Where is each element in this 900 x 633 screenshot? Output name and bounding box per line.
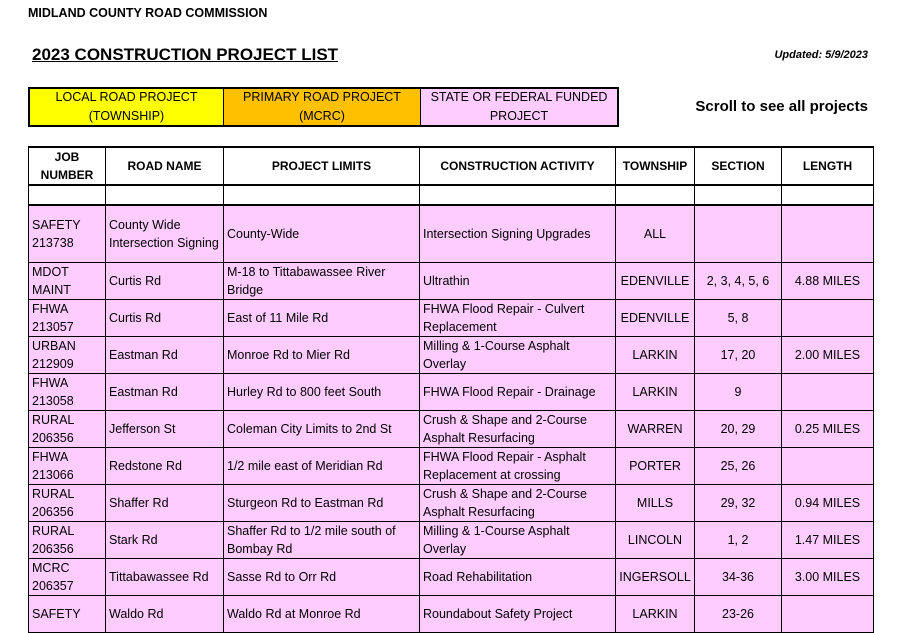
cell-township bbox=[616, 485, 695, 522]
cell-project-limits-line1: Hurley Rd to 800 feet South bbox=[227, 385, 382, 399]
cell-job-number-line1: FHWA bbox=[32, 302, 69, 316]
cell-construction-activity bbox=[420, 559, 616, 596]
color-legend bbox=[28, 87, 619, 127]
cell-township-line1: LARKIN bbox=[632, 385, 678, 399]
cell-township bbox=[616, 448, 695, 485]
cell-project-limits-line1: Waldo Rd at Monroe Rd bbox=[227, 607, 361, 621]
col-job-line2: NUMBER bbox=[40, 168, 94, 182]
cell-project-limits-line1: East of 11 Mile Rd bbox=[227, 311, 329, 325]
cell-job-number bbox=[29, 596, 106, 633]
cell-length-line1: 4.88 MILES bbox=[794, 274, 861, 288]
project-table bbox=[28, 146, 874, 633]
cell-section-line1: 20, 29 bbox=[720, 422, 756, 436]
cell-job-number-line1: FHWA bbox=[32, 376, 69, 390]
cell-road-name-line1: County Wide bbox=[109, 218, 181, 232]
cell-job-number-line1: FHWA bbox=[32, 450, 69, 464]
cell-road-name-line2: Intersection Signing bbox=[109, 236, 219, 250]
cell-length-line1: 0.25 MILES bbox=[794, 422, 861, 436]
cell-township-line1: LARKIN bbox=[632, 348, 678, 362]
cell-construction-activity-line1: Intersection Signing Upgrades bbox=[423, 227, 591, 241]
table-header-row bbox=[29, 147, 874, 185]
cell-project-limits-line1: Monroe Rd to Mier Rd bbox=[227, 348, 350, 362]
col-header-section: SECTION bbox=[695, 147, 782, 185]
cell-road-name-line1: Curtis Rd bbox=[109, 311, 162, 325]
cell-section-line1: 23-26 bbox=[722, 607, 754, 621]
cell-job-number-line1: MDOT bbox=[32, 265, 69, 279]
cell-township-line1: WARREN bbox=[627, 422, 683, 436]
cell-road-name bbox=[106, 337, 224, 374]
cell-township-line1: ALL bbox=[643, 227, 667, 241]
cell-township bbox=[616, 596, 695, 633]
cell-project-limits bbox=[224, 522, 420, 559]
legend-primary-line1: PRIMARY ROAD PROJECT bbox=[243, 90, 401, 104]
cell-job-number-line2: MAINT bbox=[32, 283, 71, 297]
cell-job-number-line1: RURAL bbox=[32, 524, 75, 538]
cell-section bbox=[695, 337, 782, 374]
col-header-road: ROAD NAME bbox=[106, 147, 224, 185]
cell-road-name-line1: Jefferson St bbox=[109, 422, 176, 436]
cell-section-line1: 2, 3, 4, 5, 6 bbox=[706, 274, 770, 288]
cell-section bbox=[695, 374, 782, 411]
cell-project-limits-line1: Sturgeon Rd to Eastman Rd bbox=[227, 496, 384, 510]
cell-project-limits-line1: Coleman City Limits to 2nd St bbox=[227, 422, 392, 436]
table-spacer-row bbox=[29, 185, 874, 205]
cell-project-limits bbox=[224, 596, 420, 633]
legend-primary-road bbox=[224, 89, 421, 125]
cell-project-limits bbox=[224, 374, 420, 411]
cell-township bbox=[616, 411, 695, 448]
cell-township bbox=[616, 263, 695, 300]
cell-township bbox=[616, 337, 695, 374]
table-row bbox=[29, 205, 874, 263]
legend-primary-line2: (MCRC) bbox=[299, 109, 345, 123]
cell-road-name bbox=[106, 448, 224, 485]
cell-township-line1: EDENVILLE bbox=[620, 274, 690, 288]
cell-construction-activity-line1: FHWA Flood Repair - Culvert bbox=[423, 302, 585, 316]
cell-section bbox=[695, 300, 782, 337]
col-header-activity: CONSTRUCTION ACTIVITY bbox=[420, 147, 616, 185]
cell-length-line1: 1.47 MILES bbox=[794, 533, 861, 547]
cell-township-line1: MILLS bbox=[636, 496, 674, 510]
cell-road-name-line1: Curtis Rd bbox=[109, 274, 162, 288]
cell-length bbox=[782, 522, 874, 559]
cell-job-number-line1: SAFETY bbox=[32, 218, 81, 232]
cell-construction-activity bbox=[420, 374, 616, 411]
cell-project-limits bbox=[224, 559, 420, 596]
cell-job-number bbox=[29, 263, 106, 300]
cell-job-number-line2: 206356 bbox=[32, 431, 74, 445]
col-header-township: TOWNSHIP bbox=[616, 147, 695, 185]
cell-project-limits bbox=[224, 485, 420, 522]
cell-construction-activity-line1: Ultrathin bbox=[423, 274, 470, 288]
cell-length bbox=[782, 300, 874, 337]
cell-construction-activity-line1: Milling & 1-Course Asphalt bbox=[423, 339, 570, 353]
cell-project-limits bbox=[224, 300, 420, 337]
cell-job-number bbox=[29, 559, 106, 596]
cell-construction-activity bbox=[420, 485, 616, 522]
cell-job-number-line1: MCRC bbox=[32, 561, 70, 575]
cell-township-line1: EDENVILLE bbox=[620, 311, 690, 325]
cell-township bbox=[616, 300, 695, 337]
table-row bbox=[29, 485, 874, 522]
legend-state-line1: STATE OR FEDERAL FUNDED bbox=[430, 90, 608, 104]
cell-road-name-line1: Shaffer Rd bbox=[109, 496, 169, 510]
cell-road-name bbox=[106, 485, 224, 522]
cell-job-number-line2: 213057 bbox=[32, 320, 74, 334]
cell-road-name bbox=[106, 263, 224, 300]
cell-road-name-line1: Redstone Rd bbox=[109, 459, 182, 473]
table-row bbox=[29, 522, 874, 559]
cell-construction-activity bbox=[420, 337, 616, 374]
cell-job-number bbox=[29, 448, 106, 485]
cell-township bbox=[616, 205, 695, 263]
cell-construction-activity bbox=[420, 300, 616, 337]
cell-section bbox=[695, 559, 782, 596]
cell-construction-activity-line2: Replacement at crossing bbox=[423, 468, 561, 482]
cell-project-limits bbox=[224, 337, 420, 374]
cell-project-limits-line2: Bridge bbox=[227, 283, 264, 297]
col-header-limits: PROJECT LIMITS bbox=[224, 147, 420, 185]
cell-length bbox=[782, 448, 874, 485]
cell-construction-activity bbox=[420, 411, 616, 448]
cell-road-name-line1: Waldo Rd bbox=[109, 607, 164, 621]
updated-date: Updated: 5/9/2023 bbox=[774, 49, 868, 61]
cell-construction-activity-line2: Replacement bbox=[423, 320, 497, 334]
cell-road-name bbox=[106, 411, 224, 448]
cell-length bbox=[782, 411, 874, 448]
cell-project-limits-line1: Shaffer Rd to 1/2 mile south of bbox=[227, 524, 396, 538]
cell-township-line1: PORTER bbox=[629, 459, 681, 473]
cell-section-line1: 17, 20 bbox=[720, 348, 756, 362]
table-row bbox=[29, 448, 874, 485]
cell-length bbox=[782, 559, 874, 596]
cell-project-limits bbox=[224, 448, 420, 485]
legend-state-federal bbox=[421, 89, 617, 125]
cell-section bbox=[695, 522, 782, 559]
cell-project-limits-line1: 1/2 mile east of Meridian Rd bbox=[227, 459, 383, 473]
cell-road-name-line1: Eastman Rd bbox=[109, 385, 178, 399]
cell-section bbox=[695, 448, 782, 485]
col-header-job bbox=[29, 147, 106, 185]
col-header-length: LENGTH bbox=[782, 147, 874, 185]
cell-job-number bbox=[29, 411, 106, 448]
cell-township-line1: LARKIN bbox=[632, 607, 678, 621]
cell-job-number bbox=[29, 374, 106, 411]
table-row bbox=[29, 411, 874, 448]
table-row bbox=[29, 559, 874, 596]
cell-job-number bbox=[29, 300, 106, 337]
table-row bbox=[29, 263, 874, 300]
cell-length bbox=[782, 337, 874, 374]
cell-construction-activity-line2: Overlay bbox=[423, 357, 467, 371]
cell-length bbox=[782, 596, 874, 633]
cell-job-number-line2: 212909 bbox=[32, 357, 74, 371]
cell-section bbox=[695, 485, 782, 522]
cell-section bbox=[695, 411, 782, 448]
legend-local-road bbox=[30, 89, 224, 125]
cell-township bbox=[616, 559, 695, 596]
cell-construction-activity-line1: Road Rehabilitation bbox=[423, 570, 533, 584]
col-job-line1: JOB bbox=[54, 150, 80, 164]
cell-job-number bbox=[29, 337, 106, 374]
cell-job-number-line2: 206356 bbox=[32, 542, 74, 556]
organization-name: MIDLAND COUNTY ROAD COMMISSION bbox=[28, 6, 268, 20]
cell-section bbox=[695, 263, 782, 300]
cell-length-line1: 3.00 MILES bbox=[794, 570, 861, 584]
legend-local-line1: LOCAL ROAD PROJECT bbox=[55, 90, 198, 104]
cell-project-limits bbox=[224, 263, 420, 300]
cell-construction-activity bbox=[420, 263, 616, 300]
cell-construction-activity-line1: Roundabout Safety Project bbox=[423, 607, 573, 621]
cell-construction-activity-line2: Overlay bbox=[423, 542, 467, 556]
legend-local-line2: (TOWNSHIP) bbox=[88, 109, 165, 123]
table-row bbox=[29, 337, 874, 374]
cell-section bbox=[695, 205, 782, 263]
cell-section-line1: 25, 26 bbox=[720, 459, 756, 473]
cell-job-number-line2: 213066 bbox=[32, 468, 74, 482]
cell-road-name bbox=[106, 374, 224, 411]
cell-length bbox=[782, 205, 874, 263]
cell-section-line1: 29, 32 bbox=[720, 496, 756, 510]
cell-road-name bbox=[106, 300, 224, 337]
cell-township-line1: LINCOLN bbox=[627, 533, 683, 547]
cell-road-name-line1: Tittabawassee Rd bbox=[109, 570, 209, 584]
cell-construction-activity-line1: Milling & 1-Course Asphalt bbox=[423, 524, 570, 538]
cell-construction-activity-line1: Crush & Shape and 2-Course bbox=[423, 413, 587, 427]
cell-road-name bbox=[106, 596, 224, 633]
cell-construction-activity-line2: Asphalt Resurfacing bbox=[423, 505, 535, 519]
cell-section bbox=[695, 596, 782, 633]
cell-road-name bbox=[106, 559, 224, 596]
cell-job-number bbox=[29, 485, 106, 522]
cell-construction-activity bbox=[420, 596, 616, 633]
cell-job-number-line2: 206357 bbox=[32, 579, 74, 593]
cell-job-number-line2: 213058 bbox=[32, 394, 74, 408]
cell-job-number bbox=[29, 522, 106, 559]
cell-length bbox=[782, 485, 874, 522]
legend-state-line2: PROJECT bbox=[489, 109, 549, 123]
cell-township bbox=[616, 522, 695, 559]
cell-job-number bbox=[29, 205, 106, 263]
cell-township-line1: INGERSOLL bbox=[619, 570, 691, 584]
page-title: 2023 CONSTRUCTION PROJECT LIST bbox=[32, 45, 339, 64]
table-row bbox=[29, 374, 874, 411]
cell-construction-activity-line1: FHWA Flood Repair - Asphalt bbox=[423, 450, 586, 464]
cell-road-name-line1: Stark Rd bbox=[109, 533, 158, 547]
cell-job-number-line1: RURAL bbox=[32, 413, 75, 427]
cell-road-name bbox=[106, 205, 224, 263]
cell-job-number-line2: 213738 bbox=[32, 236, 74, 250]
scroll-hint: Scroll to see all projects bbox=[695, 98, 868, 115]
cell-section-line1: 34-36 bbox=[722, 570, 754, 584]
cell-job-number-line1: SAFETY bbox=[32, 607, 81, 621]
cell-township bbox=[616, 374, 695, 411]
cell-construction-activity bbox=[420, 522, 616, 559]
cell-length-line1: 0.94 MILES bbox=[794, 496, 861, 510]
cell-project-limits bbox=[224, 411, 420, 448]
cell-project-limits-line1: Sasse Rd to Orr Rd bbox=[227, 570, 337, 584]
cell-construction-activity-line1: FHWA Flood Repair - Drainage bbox=[423, 385, 596, 399]
cell-construction-activity-line2: Asphalt Resurfacing bbox=[423, 431, 535, 445]
cell-job-number-line2: 206356 bbox=[32, 505, 74, 519]
cell-construction-activity bbox=[420, 205, 616, 263]
cell-construction-activity-line1: Crush & Shape and 2-Course bbox=[423, 487, 587, 501]
cell-project-limits bbox=[224, 205, 420, 263]
cell-section-line1: 1, 2 bbox=[727, 533, 749, 547]
cell-length bbox=[782, 374, 874, 411]
cell-section-line1: 9 bbox=[734, 385, 742, 399]
cell-section-line1: 5, 8 bbox=[727, 311, 749, 325]
cell-job-number-line1: URBAN bbox=[32, 339, 76, 353]
cell-job-number-line1: RURAL bbox=[32, 487, 75, 501]
table-row bbox=[29, 300, 874, 337]
cell-project-limits-line2: Bombay Rd bbox=[227, 542, 293, 556]
cell-project-limits-line1: M-18 to Tittabawassee River bbox=[227, 265, 386, 279]
cell-length-line1: 2.00 MILES bbox=[794, 348, 861, 362]
cell-project-limits-line1: County-Wide bbox=[227, 227, 300, 241]
cell-construction-activity bbox=[420, 448, 616, 485]
table-row bbox=[29, 596, 874, 633]
cell-road-name-line1: Eastman Rd bbox=[109, 348, 178, 362]
cell-road-name bbox=[106, 522, 224, 559]
cell-length bbox=[782, 263, 874, 300]
